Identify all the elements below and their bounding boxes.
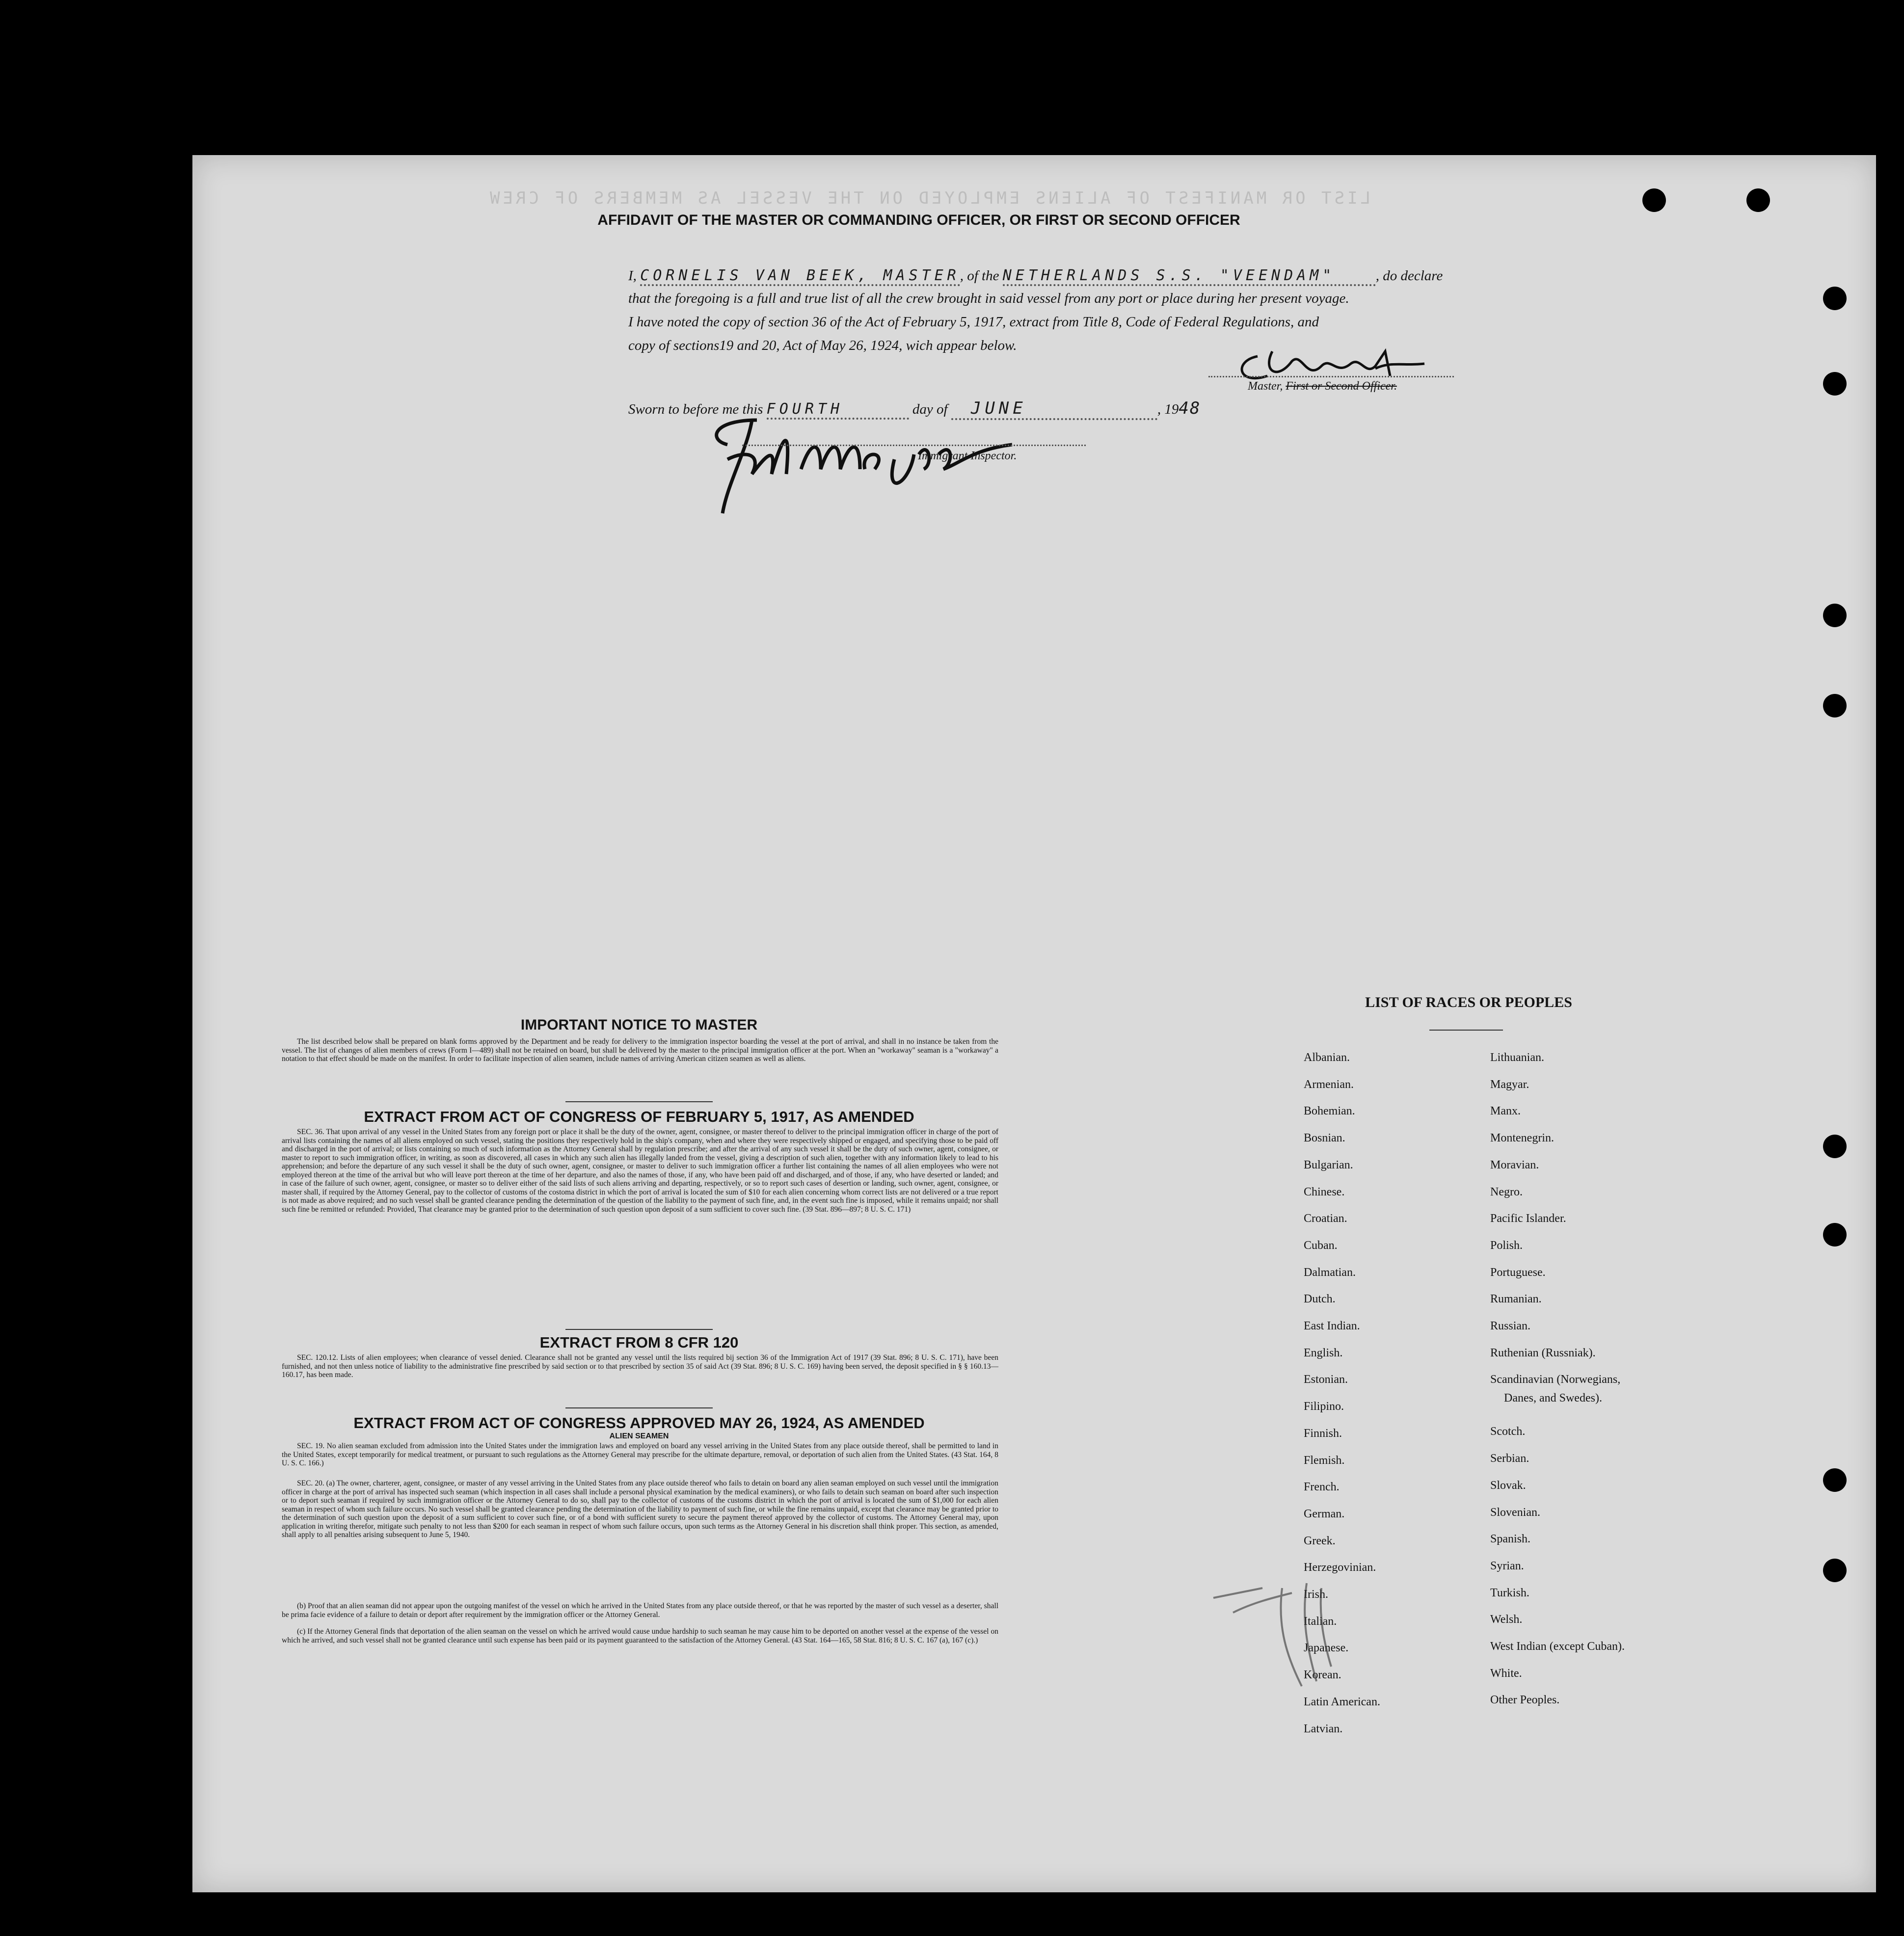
year-prefix: , 19 <box>1157 401 1179 417</box>
punch-hole <box>1823 1135 1847 1158</box>
race-item: Danes, and Swedes). <box>1504 1392 1602 1405</box>
race-item: Serbian. <box>1490 1452 1529 1465</box>
race-item: Welsh. <box>1490 1613 1523 1626</box>
extract-cfr-title: EXTRACT FROM 8 CFR 120 <box>539 1334 739 1351</box>
year-suffix: 48 <box>1179 398 1201 418</box>
race-item: Cuban. <box>1304 1239 1338 1252</box>
race-item: Korean. <box>1304 1669 1341 1682</box>
divider <box>565 1101 713 1102</box>
affidavit-declaration-line <box>628 267 1689 286</box>
race-item: Spanish. <box>1490 1533 1531 1546</box>
manifest-page <box>192 155 1876 1892</box>
race-item: Bohemian. <box>1304 1105 1355 1118</box>
race-item: Scotch. <box>1490 1425 1526 1438</box>
race-item: Lithuanian. <box>1490 1051 1544 1064</box>
affidavit-line-2: that the foregoing is a full and true list of all the crew brought in said vessel from any port or place during her present voyage. <box>628 291 1349 306</box>
race-item: East Indian. <box>1304 1320 1360 1333</box>
race-item: Bosnian. <box>1304 1132 1345 1145</box>
punch-hole <box>1823 604 1847 627</box>
race-item: Irish. <box>1304 1588 1328 1601</box>
struck-officer-caption: First or Second Officer. <box>1286 380 1397 393</box>
race-item: Albanian. <box>1304 1051 1350 1064</box>
divider <box>565 1407 713 1408</box>
race-item: West Indian (except Cuban). <box>1490 1640 1625 1653</box>
race-item: Italian. <box>1304 1615 1337 1628</box>
punch-hole <box>1823 694 1847 717</box>
punch-hole <box>1746 188 1770 212</box>
day-of-text: day of <box>912 401 948 417</box>
notice-title: IMPORTANT NOTICE TO MASTER <box>520 1017 758 1033</box>
extract-1917-title: EXTRACT FROM ACT OF CONGRESS OF FEBRUARY 5, 1917, AS AMENDED <box>364 1108 914 1125</box>
master-caption-label: Master, <box>1248 380 1283 393</box>
race-item: Scandinavian (Norwegians, <box>1490 1373 1621 1386</box>
punch-hole <box>1823 372 1847 396</box>
notice-body: The list described below shall be prepared on blank forms approved by the Department and be ready for delivery to the immigration inspector boarding the vessel at the port of arrival, and shall in no instance be taken from the vessel. The list of changes of alien members of crews (Form I—489) shall not be retained on board, but shall be delivered by the master to the principal immigration officer at the port. When an "workaway" seaman is a "workaway" a notation to that effect should be made on the manifest. In order to facilitate inspection of alien seamen, include names of arriving American citizen seamen as well as aliens. <box>282 1037 998 1063</box>
do-declare-text: , do declare <box>1375 268 1443 284</box>
race-item: Estonian. <box>1304 1373 1348 1386</box>
punch-hole <box>1823 1223 1847 1246</box>
extract-1924-sec20a: SEC. 20. (a) The owner, charterer, agent, consignee, or master of any vessel arriving in the United States from any place outside thereof who fails to detain on board any alien seaman employed on such vessel until the immigration officer in charge at the port of arrival has inspected such seaman (which inspection in all cases shall include a personal physical examination by the medical examiners), or who fails to detain such seaman on board after such inspection or to deport such seaman if required by such immigration officer or the Attorney General to do so, shall pay to the collector of customs of the customs district in which the port of arrival is located the sum of $1,000 for each alien seaman in respect of whom such failure occurs. No such vessel shall be granted clearance pending the determination of the liability to payment of such fine, or while the fine remains unpaid, except that clearance may be granted prior to the determination of such question upon the deposit of a sum sufficient to cover such fine, or of a bond with sufficient surety to secure the payment thereof approved by the collector of customs. The Attorney General may, upon application in writing therefor, mitigate such penalty to not less than $200 for each seaman in respect of whom such failure occurs, upon such terms as the Attorney General in his discretion shall think proper. This section, as amended, shall apply to all penalties arising subsequent to June 5, 1940. <box>282 1479 998 1539</box>
race-item: Flemish. <box>1304 1454 1345 1467</box>
extract-1924-sec19: SEC. 19. No alien seaman excluded from admission into the United States under the immigration laws and employed on board any vessel arriving in the United States from any place outside thereof, shall be permitted to land in the United States, except temporarily for medical treatment, or pursuant to such regulations as the Attorney General may prescribe for the ultimate departure, removal, or deportation of such alien from the United States. (43 Stat. 164, 8 U. S. C. 166.) <box>282 1442 998 1467</box>
race-item: Slovenian. <box>1490 1506 1540 1519</box>
race-item: Russian. <box>1490 1320 1531 1333</box>
race-item: Croatian. <box>1304 1212 1347 1225</box>
race-item: Ruthenian (Russniak). <box>1490 1346 1596 1359</box>
extract-cfr-body: SEC. 120.12. Lists of alien employees; when clearance of vessel denied. Clearance shall not be granted any vessel until the lists required bij section 36 of the Immigration Act of 1917 (39 Stat. 896; 8 U. S. C. 171), have been furnished, and not then unless notice of liability to the administrative fine prescribed by said section or to that prescribed by section 35 of said Act (39 Stat. 896; 8 U. S. C. 169) having been served, the deposit specified in § § 160.13—160.17, has been made. <box>282 1353 998 1379</box>
race-item: French. <box>1304 1481 1340 1494</box>
punch-hole <box>1823 287 1847 310</box>
race-item: Armenian. <box>1304 1078 1354 1091</box>
race-item: Moravian. <box>1490 1158 1539 1171</box>
inspector-signature-line <box>742 445 1086 446</box>
divider <box>565 1329 713 1330</box>
vessel-name: NETHERLANDS S.S. "VEENDAM" <box>1003 267 1376 286</box>
race-item: Greek. <box>1304 1534 1336 1547</box>
extract-1917-body: SEC. 36. That upon arrival of any vessel in the United States from any foreign port or place it shall be the duty of the owner, agent, consignee, or master thereof to deliver to the principal immigration officer in charge of the port of arrival lists containing the names of all aliens employed on such vessel, stating the positions they respectively hold in the ship's company, when and where they were respectively shipped or engaged, and specifying those to be paid off and discharged in the port of arrival; or lists containing so much of such information as the Attorney General shall by regulation prescribe; and after the arrival of any such vessel it shall be the duty of such owner, agent, consignee, or master to report to such immigration officer, in writing, as soon as discovered, all cases in which any such alien has illegally landed from the vessel, giving a description of such alien, together with any information likely to lead to his apprehension; and before the departure of any such vessel it shall be the duty of such owner, agent, consignee, or master to deliver to such immigration officer a further list containing the names of all alien employees who were not employed thereon at the time of the arrival but who will leave port thereon at the time of her departure, and also the names of those, if any, who have been paid off and discharged, and of those, if any, who have deserted or landed; and in case of the failure of such owner, agent, consignee, or master so to deliver either of the said lists of such aliens arriving and departing, respectively, or so to report such cases of desertion or landing, such owner, agent, consignee, or master shall, if required by the Attorney General, pay to the collector of customs of the costoma district in which the port of arrival is located the sum of $10 for each alien concerning whom correct lists are not delivered or a true report is not made as above required; and no such vessel shall be granted clearance pending the determination of the question of the liability to the payment of such fine, and, in the event such fine is imposed, while it remains unpaid; nor shall such fine be remitted or refunded: Provided, That clearance may be granted prior to the determination of such question upon deposit of a sum sufficient to cover such fine. (39 Stat. 896—897; 8 U. S. C. 171) <box>282 1128 998 1214</box>
of-the-text: , of the <box>960 268 999 284</box>
punch-hole <box>1823 1559 1847 1582</box>
master-name: CORNELIS VAN BEEK, MASTER <box>640 267 960 286</box>
divider <box>1429 1030 1503 1031</box>
race-item: Pacific Islander. <box>1490 1212 1566 1225</box>
race-item: Chinese. <box>1304 1185 1345 1198</box>
race-item: Latvian. <box>1304 1722 1343 1735</box>
extract-1924-subtitle: ALIEN SEAMEN <box>609 1432 669 1440</box>
extract-1924-title: EXTRACT FROM ACT OF CONGRESS APPROVED MAY 26, 1924, AS AMENDED <box>353 1414 925 1432</box>
master-signature-line <box>1208 376 1454 377</box>
race-item: Turkish. <box>1490 1586 1529 1599</box>
race-item: Slovak. <box>1490 1479 1526 1492</box>
extract-1924-sec20c: (c) If the Attorney General finds that deportation of the alien seaman on the vessel on which he arrived would cause undue hardship to such seaman he may cause him to be deported on another vessel at the expense of the vessel on which he arrived, and such vessel shall not be granted clearance until such expense has been paid or its payment guaranteed to the satisfaction of the Attorney General. (43 Stat. 164—165, 58 Stat. 816; 8 U. S. C. 167 (a), 167 (c).) <box>282 1627 998 1644</box>
punch-hole <box>1823 1468 1847 1492</box>
race-item: Herzegovinian. <box>1304 1561 1376 1574</box>
races-title: LIST OF RACES OR PEOPLES <box>1365 994 1572 1010</box>
inspector-caption: Immigrant Inspector. <box>918 450 1017 462</box>
affidavit-title: AFFIDAVIT OF THE MASTER OR COMMANDING OFFICER, OR FIRST OR SECOND OFFICER <box>597 212 1240 228</box>
race-item: Polish. <box>1490 1239 1523 1252</box>
affidavit-prefix: I, <box>628 268 637 284</box>
race-item: Dalmatian. <box>1304 1266 1356 1279</box>
race-item: Portuguese. <box>1490 1266 1546 1279</box>
race-item: German. <box>1304 1507 1345 1520</box>
sworn-day: FOURTH <box>767 400 909 420</box>
race-item: White. <box>1490 1667 1522 1680</box>
race-item: Other Peoples. <box>1490 1694 1560 1707</box>
punch-hole <box>1642 188 1666 212</box>
race-item: Japanese. <box>1304 1642 1349 1655</box>
affidavit-line-3: I have noted the copy of section 36 of the Act of February 5, 1917, extract from Title 8, Code of Federal Regulations, and <box>628 314 1319 330</box>
race-item: Dutch. <box>1304 1293 1336 1306</box>
master-caption <box>1248 380 1397 393</box>
race-item: English. <box>1304 1346 1343 1359</box>
affidavit-line-4: copy of sections19 and 20, Act of May 26, 1924, wich appear below. <box>628 338 1017 353</box>
sworn-prefix: Sworn to before me this <box>628 401 763 417</box>
race-item: Filipino. <box>1304 1400 1344 1413</box>
race-item: Manx. <box>1490 1105 1521 1118</box>
sworn-month: JUNE <box>951 398 1157 420</box>
bleed-through-header: LIST OR MANIFEST OF ALIENS EMPLOYED ON THE VESSEL AS MEMBERS OF CREW <box>487 188 1370 208</box>
race-item: Rumanian. <box>1490 1293 1542 1306</box>
races-right-column <box>1490 1044 1625 1714</box>
race-item: Bulgarian. <box>1304 1158 1353 1171</box>
extract-1924-sec20b: (b) Proof that an alien seaman did not appear upon the outgoing manifest of the vessel on which he arrived in the United States from any place outside thereof, or that he was reported by the master of such vessel as a deserter, shall be prima facie evidence of a failure to detain or deport after requirement by the immigration officer or the Attorney General. <box>282 1602 998 1619</box>
race-item: Finnish. <box>1304 1427 1342 1440</box>
race-item: Magyar. <box>1490 1078 1529 1091</box>
race-item: Negro. <box>1490 1185 1523 1198</box>
ink-scribble <box>1204 1568 1351 1696</box>
race-item: Syrian. <box>1490 1559 1524 1572</box>
race-item: Montenegrin. <box>1490 1132 1554 1145</box>
race-item: Latin American. <box>1304 1695 1380 1708</box>
